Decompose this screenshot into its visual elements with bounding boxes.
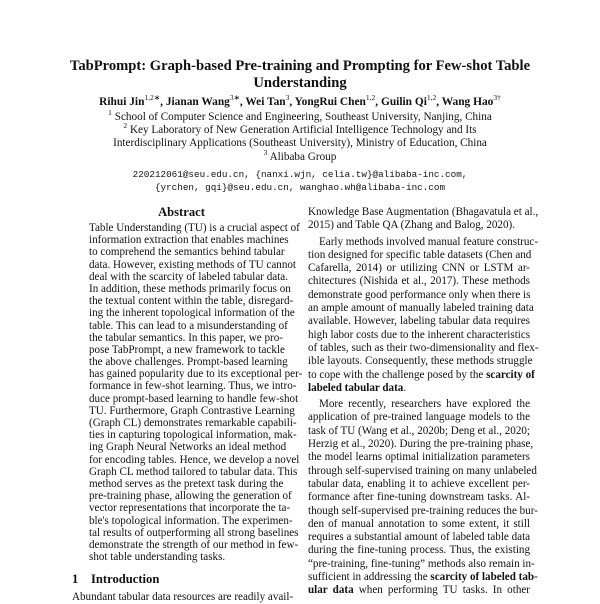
text-line: (Graph CL) demonstrates remarkable capabili- (89, 417, 297, 429)
author-affiliation-mark: 1,2 (365, 93, 376, 102)
text-line (308, 571, 538, 584)
text-line: an ample amount of manually labeled training data (308, 302, 534, 315)
author-name: Jianan Wang (165, 96, 230, 108)
text-line: deal with the scarcity of labeled tabular data. (89, 270, 288, 283)
affiliation-text: Key Laboratory of New Generation Artificial Intelligence Technology and Its (129, 124, 477, 136)
email-line-1: 220212061@seu.edu.cn, {nanxi.wjn, celia.tw}@alibaba-inc.com, (132, 169, 468, 180)
affiliation-text: Interdisciplinary Applications (Southeast University), Ministry of Education, China (113, 137, 487, 149)
text-line: TU. Furthermore, Graph Contrastive Learning (89, 404, 295, 417)
text-line (308, 584, 530, 597)
abstract-heading: Abstract (158, 205, 205, 219)
affiliation-number: 2 (123, 121, 128, 130)
affiliation-line (0, 137, 600, 150)
text-line: ties in capturing topological information, mak- (89, 429, 297, 442)
text-line: data. However, existing methods of TU cannot (89, 258, 296, 271)
text-line: Table Understanding (TU) is a crucial aspect of (89, 222, 300, 234)
paragraph (308, 398, 538, 597)
author-name: Rihui Jin (99, 96, 145, 108)
paragraph (308, 235, 539, 396)
text-line: table. This can lead to a misunderstanding of (89, 319, 288, 332)
author-separator: , (239, 96, 246, 108)
bold-phrase: scarcity of (486, 368, 535, 381)
text-line: In addition, these methods primarily focus on (89, 282, 291, 295)
paragraph (308, 206, 539, 233)
author-affiliation-mark: 3† (493, 93, 501, 102)
text-line: 2015) and Table QA (Zhang and Balog, 2020). (308, 219, 515, 232)
text-line: tal results of outperforming all strong baselines (89, 526, 299, 539)
bold-phrase: scarcity of labeled tab- (430, 571, 538, 584)
text-line: tion designed for specific table datasets (Chen and (308, 248, 532, 261)
text-line: ing the inherent topological information of the (89, 307, 295, 320)
text-line: during the fine-tuning process. Thus, the existing (308, 544, 530, 557)
author-name: Wei Tan (245, 96, 286, 108)
text-line: Early methods involved manual feature construc- (319, 235, 539, 248)
text-line: duce prompt-based learning to handle few-shot (89, 392, 299, 405)
text-line: formance after fine-tuning downstream tasks. Al- (308, 491, 530, 504)
author-name: Guilin Qi (380, 96, 427, 108)
text-line: the above challenges. Prompt-based learning (89, 356, 288, 369)
text-line: the model learns optimal initialization parameters (308, 451, 530, 464)
text-line: pose TabPrompt, a new framework to tackle (89, 343, 285, 356)
text-line: demonstrate good performance only when there is (308, 288, 531, 301)
text-line: Herzig et al., 2020). During the pre-training phase, (308, 438, 534, 451)
author-separator: , (375, 96, 381, 108)
text-line: ble's topological information. The experimen- (89, 514, 293, 527)
text-line: the tabular semantics. In this paper, we pro- (89, 331, 283, 344)
text-line: ible layouts. Consequently, these methods struggle (308, 355, 533, 368)
text-line: for encoding tables. Hence, we develop a novel (89, 453, 300, 466)
text-line: Knowledge Base Augmentation (Bhagavatula et al., (308, 206, 539, 218)
text-line: Graph CL method tailored to tabular data. This (89, 465, 298, 478)
affiliation-line (0, 148, 600, 164)
text-line: Abundant tabular data resources are readily avail- (72, 591, 294, 603)
affiliation-line (0, 121, 600, 137)
paper-title-line-1: TabPrompt: Graph-based Pre-training and Prompting for Few-shot Table (69, 58, 531, 74)
bold-phrase: labeled tabular data (308, 381, 404, 394)
text-line: task of TU (Wang et al., 2020b; Deng et al., 2020; (308, 424, 530, 437)
abstract-body (89, 222, 303, 564)
text-segment: . (403, 381, 407, 394)
text-line: vector representations that incorporate the ta- (89, 502, 291, 515)
affiliation-line (0, 108, 600, 124)
author-name: YongRui Chen (294, 96, 366, 108)
text-line: to comprehend the semantics behind tabular (89, 246, 285, 259)
affiliation-text: Alibaba Group (269, 151, 337, 163)
section-number: 1 (72, 572, 79, 586)
text-line: demonstrate the strength of our method in few- (89, 538, 299, 551)
text-line: the textual content within the table, disregard- (89, 295, 294, 308)
text-segment: when performing TU tasks. In other (353, 584, 530, 597)
text-line (308, 368, 535, 382)
affiliation-text: School of Computer Science and Engineering, Southeast University, Nanjing, China (114, 111, 492, 123)
author-affiliation-mark: 3∗ (229, 93, 240, 102)
text-line: through self-supervised training on many unlabeled (308, 464, 537, 477)
text-line: of tables, such as their two-dimensionality and flex- (308, 341, 539, 354)
author-affiliation-mark: 1,2∗ (144, 93, 161, 102)
text-line: information extraction that enables machines (89, 234, 289, 247)
text-line: available. However, labeling tabular data requires (308, 315, 530, 328)
text-line: Cafarella, 2014) or utilizing CNN or LSTM ar- (308, 262, 530, 275)
author-separator: , (160, 96, 166, 108)
text-line: high labor costs due to the inherent characteristics (308, 328, 531, 341)
author-separator: , (436, 96, 442, 108)
bold-phrase: ular data (308, 584, 354, 597)
author-affiliation-mark: 3 (285, 93, 290, 102)
section-heading-introduction: Introduction (91, 572, 160, 586)
text-line: den of manual annotation to some extent, it still (308, 517, 530, 530)
author-list (0, 93, 600, 108)
text-line (308, 382, 530, 395)
text-line: method serves as the pretext task during the (89, 477, 284, 490)
email-line-2: {yrchen, gqi}@seu.edu.cn, wanghao.wh@alibaba-inc.com (154, 182, 446, 193)
author-separator: , (289, 96, 295, 108)
text-line: More recently, researchers have explored the (319, 398, 530, 411)
author-name: Wang Hao (441, 96, 494, 108)
text-line: application of pre-trained language models to the (308, 411, 530, 424)
right-column-body (308, 206, 539, 601)
text-line: ing Graph Neural Networks an ideal method (89, 441, 287, 454)
affiliation-number: 1 (108, 108, 112, 117)
affiliation-number: 3 (263, 148, 268, 157)
introduction-body (72, 591, 294, 604)
text-segment: sufficient in addressing the (308, 571, 431, 584)
text-line: requires a substantial amount of labeled table data (308, 531, 531, 544)
text-line: “pre-training, fine-tuning” methods also remain in- (308, 557, 535, 570)
text-line: chitectures (Nishida et al., 2017). These methods (308, 275, 530, 288)
author-affiliation-mark: 1,2 (426, 93, 437, 102)
text-segment: to cope with the challenge posed by the (308, 368, 487, 381)
text-line: though self-supervised pre-training reduces the bur- (308, 504, 538, 517)
text-line: shot table understanding tasks. (89, 551, 226, 564)
text-line: tabular data, enabling it to achieve excellent per- (308, 477, 530, 490)
text-line: pre-training phase, allowing the generation of (89, 490, 292, 503)
paper-title-line-2: Understanding (253, 75, 347, 91)
text-line: has gained popularity due to its exceptional per- (89, 368, 303, 381)
text-line: formance in few-shot learning. Thus, we intro- (89, 380, 297, 393)
